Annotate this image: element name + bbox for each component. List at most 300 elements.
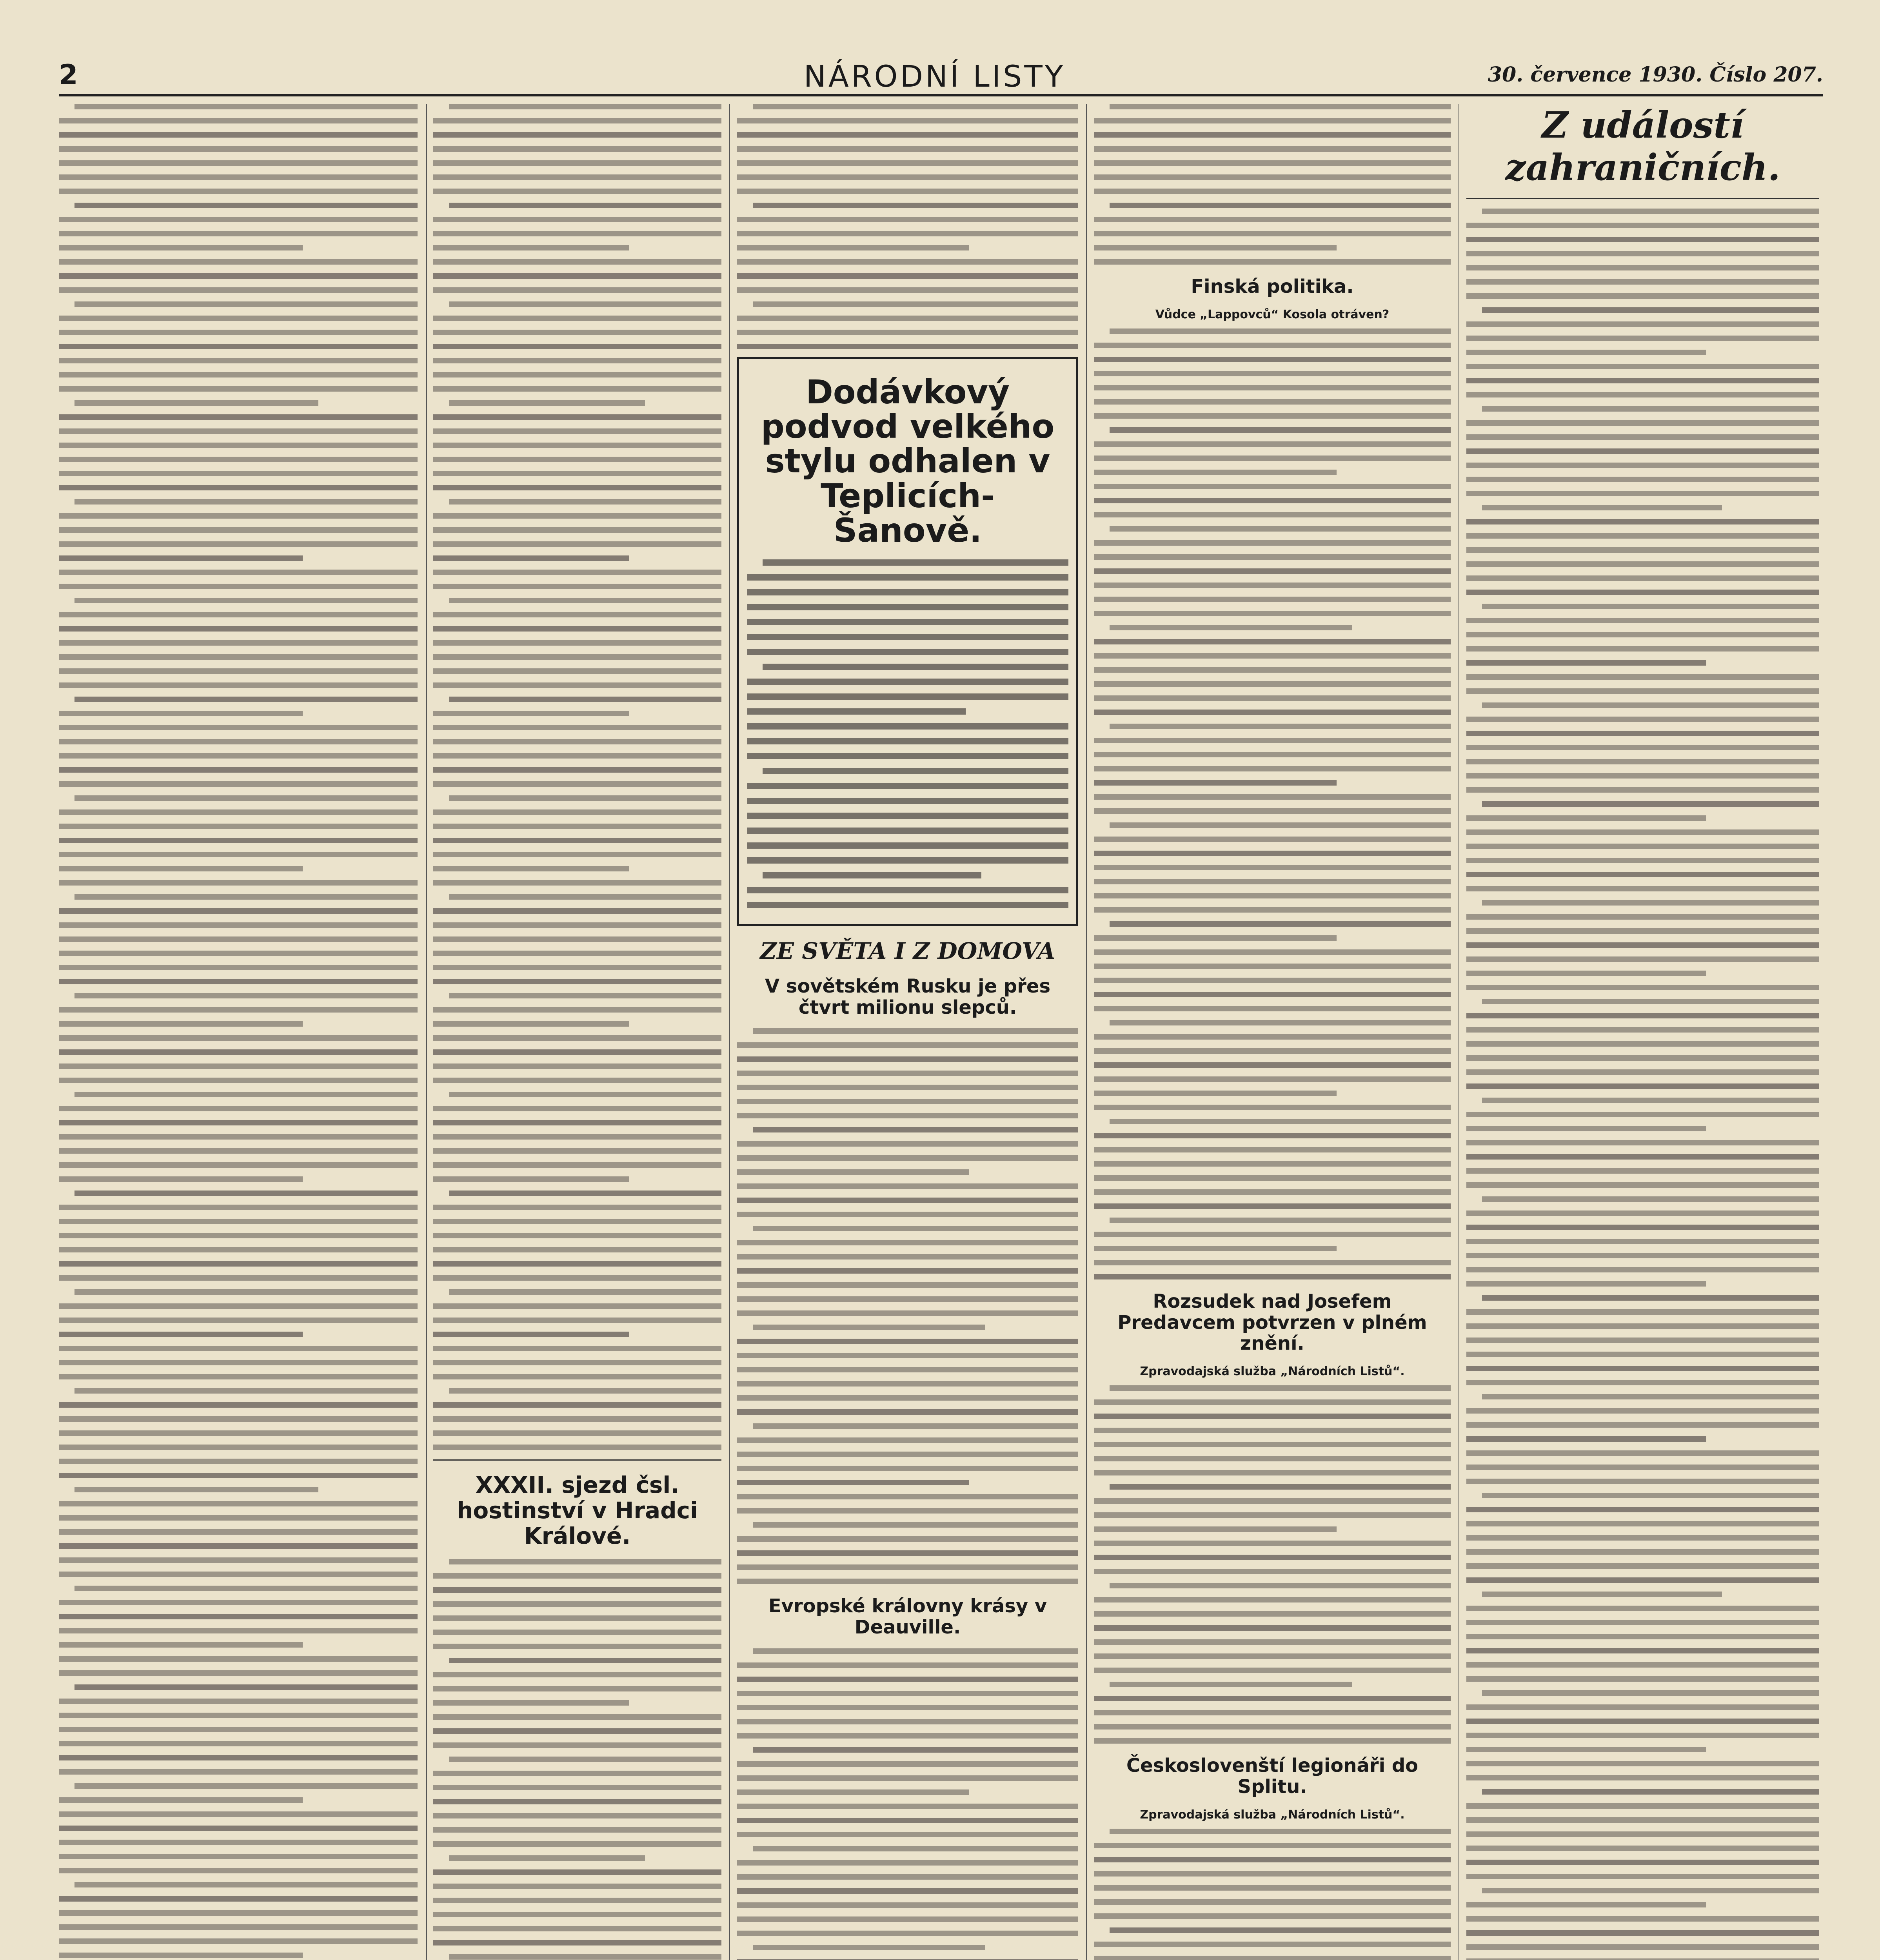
- text-line: [59, 668, 418, 674]
- text-line: [737, 1169, 969, 1175]
- text-line: [1466, 1253, 1819, 1258]
- text-line: [1466, 1747, 1706, 1752]
- text-line: [747, 619, 1068, 625]
- text-line: [433, 1021, 629, 1027]
- text-line: [1094, 978, 1451, 983]
- text-line: [737, 1409, 1078, 1415]
- text-line: [1094, 498, 1451, 503]
- article-body: [433, 104, 721, 1450]
- text-line: [74, 1092, 418, 1097]
- text-line: [433, 1120, 721, 1125]
- text-line: [747, 887, 1068, 893]
- text-line: [1482, 1789, 1819, 1795]
- text-line: [1094, 1399, 1451, 1405]
- text-line: [433, 1445, 721, 1450]
- text-line: [747, 813, 1068, 819]
- text-line: [59, 951, 418, 956]
- text-line: [1466, 1112, 1819, 1117]
- text-line: [1482, 209, 1819, 214]
- text-line: [59, 513, 418, 519]
- text-line: [737, 1353, 1078, 1358]
- text-line: [753, 1648, 1078, 1654]
- text-line: [1466, 1606, 1819, 1611]
- text-line: [1094, 174, 1451, 180]
- text-line: [433, 118, 721, 123]
- text-line: [59, 217, 418, 222]
- text-line: [1466, 886, 1819, 891]
- text-line: [59, 767, 418, 773]
- text-line: [1094, 1710, 1451, 1715]
- text-line: [59, 753, 418, 759]
- article-body: [737, 1028, 1078, 1584]
- text-line: [1094, 1232, 1451, 1237]
- text-line: [1094, 583, 1451, 588]
- text-line: [433, 1162, 721, 1168]
- text-line: [1466, 1126, 1706, 1131]
- text-line: [449, 301, 721, 307]
- text-line: [449, 1658, 721, 1663]
- text-line: [1466, 1041, 1819, 1047]
- text-line: [1482, 702, 1819, 708]
- text-line: [1094, 160, 1451, 166]
- text-line: [737, 1155, 1078, 1161]
- text-line: [59, 965, 418, 970]
- text-line: [737, 1296, 1078, 1302]
- text-line: [1466, 1817, 1819, 1823]
- text-line: [1094, 1569, 1451, 1574]
- text-line: [737, 1367, 1078, 1372]
- text-line: [747, 604, 1068, 610]
- text-line: [753, 1028, 1078, 1034]
- column-1: [59, 104, 418, 1960]
- text-line: [1466, 745, 1819, 750]
- text-line: [737, 132, 1078, 138]
- text-line: [59, 1953, 303, 1958]
- text-line: [59, 824, 418, 829]
- text-line: [433, 1318, 721, 1323]
- column-divider: [1086, 104, 1087, 1960]
- text-line: [753, 1226, 1078, 1231]
- text-line: [433, 1078, 721, 1083]
- text-line: [1482, 801, 1819, 807]
- text-line: [1094, 1611, 1451, 1617]
- text-line: [737, 1888, 1078, 1894]
- text-line: [737, 1761, 1078, 1767]
- text-line: [1466, 1803, 1819, 1809]
- text-line: [59, 781, 418, 787]
- text-line: [433, 1007, 721, 1013]
- text-line: [1094, 385, 1451, 390]
- text-line: [747, 649, 1068, 655]
- text-line: [433, 1360, 721, 1365]
- text-line: [59, 174, 418, 180]
- text-line: [433, 1148, 721, 1154]
- paper-title: NÁRODNÍ LISTY: [804, 59, 1066, 94]
- text-line: [59, 711, 303, 716]
- text-line: [1466, 1380, 1819, 1385]
- text-line: [753, 1423, 1078, 1429]
- text-line: [433, 809, 721, 815]
- text-line: [433, 1332, 629, 1337]
- text-line: [433, 1700, 629, 1706]
- text-line: [449, 795, 721, 801]
- text-line: [74, 1289, 418, 1295]
- text-line: [74, 795, 418, 801]
- masthead: [59, 59, 1823, 94]
- text-line: [1466, 1634, 1819, 1639]
- text-line: [737, 330, 1078, 335]
- text-line: [59, 626, 418, 632]
- text-line: [753, 301, 1078, 307]
- text-line: [433, 1799, 721, 1804]
- text-line: [1466, 533, 1819, 539]
- text-line: [1094, 1843, 1451, 1848]
- text-line: [433, 965, 721, 970]
- text-line: [59, 1275, 418, 1281]
- text-line: [1110, 328, 1451, 334]
- text-line: [1466, 561, 1819, 567]
- text-line: [737, 160, 1078, 166]
- text-line: [59, 1826, 418, 1831]
- text-line: [1094, 441, 1451, 447]
- text-line: [1094, 1034, 1451, 1040]
- text-line: [747, 738, 1068, 744]
- text-line: [737, 1452, 1078, 1457]
- text-line: [433, 1346, 721, 1351]
- text-line: [1466, 1281, 1706, 1287]
- text-line: [1094, 653, 1451, 659]
- text-line: [433, 1247, 721, 1252]
- text-line: [433, 1106, 721, 1111]
- text-line: [433, 1827, 721, 1833]
- article-headline: V sovětském Rusku je přes čtvrt milionu slepců.: [765, 975, 1051, 1018]
- text-line: [1466, 1958, 1819, 1960]
- text-line: [1094, 1555, 1451, 1560]
- article-body: [1466, 209, 1819, 1960]
- text-line: [433, 1587, 721, 1593]
- text-line: [1482, 900, 1819, 906]
- text-line: [1466, 787, 1819, 793]
- text-line: [1466, 1902, 1706, 1907]
- text-line: [74, 697, 418, 702]
- text-line: [59, 866, 303, 871]
- text-line: [59, 287, 418, 293]
- text-line: [433, 640, 721, 646]
- text-line: [737, 118, 1078, 123]
- text-line: [1466, 872, 1819, 877]
- text-line: [1094, 1738, 1451, 1744]
- column-divider: [729, 104, 730, 1960]
- text-line: [1466, 1422, 1819, 1428]
- article-subhead: Zpravodajská služba „Národních Listů“.: [1140, 1808, 1405, 1822]
- text-line: [1466, 844, 1819, 849]
- section-title: ZE SVĚTA I Z DOMOVA: [760, 937, 1055, 964]
- page-number: 2: [59, 59, 78, 91]
- text-line: [59, 443, 418, 448]
- text-line: [433, 1205, 721, 1210]
- text-line: [1094, 667, 1451, 673]
- text-line: [74, 1487, 318, 1492]
- text-line: [1482, 1592, 1722, 1597]
- text-line: [1094, 639, 1451, 644]
- text-line: [74, 400, 318, 406]
- text-line: [59, 936, 418, 942]
- article-subhead: Zpravodajská služba „Národních Listů“.: [1140, 1365, 1405, 1378]
- text-line: [449, 697, 721, 702]
- text-line: [1482, 1196, 1819, 1202]
- text-line: [1466, 1154, 1819, 1160]
- text-line: [747, 828, 1068, 834]
- text-line: [1094, 1696, 1451, 1701]
- text-line: [1110, 1682, 1352, 1687]
- text-line: [433, 1601, 721, 1607]
- text-line: [449, 104, 721, 109]
- text-line: [737, 1662, 1078, 1668]
- text-line: [747, 679, 1068, 685]
- article-body: [737, 104, 1078, 349]
- text-line: [433, 1303, 721, 1309]
- text-line: [59, 725, 418, 730]
- text-line: [1094, 949, 1451, 955]
- text-line: [1110, 427, 1451, 433]
- text-line: [449, 1559, 721, 1564]
- text-line: [449, 1757, 721, 1762]
- text-line: [1110, 1484, 1451, 1490]
- text-line: [433, 386, 721, 392]
- text-line: [1094, 780, 1337, 786]
- text-line: [74, 301, 418, 307]
- text-line: [433, 1884, 721, 1889]
- text-line: [1466, 1846, 1819, 1851]
- text-line: [59, 1374, 418, 1379]
- text-line: [1466, 1507, 1819, 1512]
- text-line: [59, 908, 418, 914]
- header-rule: [59, 94, 1823, 96]
- text-line: [737, 1789, 969, 1795]
- text-line: [1466, 1027, 1819, 1033]
- text-line: [747, 589, 1068, 595]
- text-line: [433, 711, 629, 716]
- text-line: [74, 598, 418, 603]
- text-line: [1466, 1436, 1706, 1442]
- text-line: [737, 1240, 1078, 1245]
- text-line: [59, 1078, 418, 1083]
- text-line: [59, 1261, 418, 1267]
- text-line: [433, 626, 721, 632]
- text-line: [433, 1402, 721, 1408]
- text-line: [1094, 1189, 1451, 1195]
- text-line: [433, 217, 721, 222]
- text-line: [1466, 1577, 1819, 1583]
- text-line: [433, 1219, 721, 1224]
- text-line: [1466, 575, 1819, 581]
- article-body: [1094, 1385, 1451, 1744]
- text-line: [1110, 921, 1451, 927]
- text-line: [59, 1035, 418, 1041]
- text-line: [1094, 554, 1451, 560]
- text-line: [1094, 837, 1451, 842]
- text-line: [74, 1191, 418, 1196]
- text-line: [737, 146, 1078, 152]
- text-line: [59, 231, 418, 236]
- text-line: [1094, 1062, 1451, 1068]
- text-line: [59, 570, 418, 575]
- text-line: [763, 768, 1068, 774]
- text-line: [1482, 406, 1819, 412]
- text-line: [433, 1644, 721, 1649]
- article-body: [59, 104, 418, 1960]
- text-line: [1466, 674, 1819, 680]
- text-line: [433, 838, 721, 843]
- text-line: [59, 1515, 418, 1521]
- text-line: [433, 287, 721, 293]
- text-line: [737, 1902, 1078, 1908]
- text-line: [1094, 259, 1451, 265]
- text-line: [74, 1684, 418, 1690]
- text-line: [1094, 456, 1451, 461]
- text-line: [1466, 1916, 1819, 1922]
- text-line: [433, 513, 721, 519]
- text-line: [59, 1205, 418, 1210]
- text-line: [59, 1303, 418, 1309]
- text-line: [737, 1085, 1078, 1090]
- text-line: [737, 1183, 1078, 1189]
- text-line: [737, 1212, 1078, 1217]
- text-line: [1110, 822, 1451, 828]
- text-line: [1466, 1366, 1819, 1371]
- text-line: [737, 1832, 1078, 1837]
- text-line: [449, 1855, 645, 1861]
- text-line: [737, 1466, 1078, 1471]
- box-body: [747, 559, 1068, 908]
- text-line: [753, 203, 1078, 208]
- text-line: [433, 1630, 721, 1635]
- text-line: [59, 1473, 418, 1478]
- text-line: [1466, 223, 1819, 228]
- text-line: [1466, 434, 1819, 440]
- text-line: [433, 1615, 721, 1621]
- text-line: [1094, 1625, 1451, 1631]
- text-line: [59, 1699, 418, 1704]
- text-line: [59, 1233, 418, 1238]
- text-line: [737, 344, 1078, 349]
- text-line: [1466, 1662, 1819, 1668]
- text-line: [433, 259, 721, 265]
- text-line: [74, 499, 418, 505]
- text-line: [433, 753, 721, 759]
- text-line: [1466, 1521, 1819, 1526]
- text-line: [433, 1841, 721, 1847]
- text-line: [1094, 597, 1451, 602]
- text-line: [1466, 928, 1819, 934]
- text-line: [1466, 1140, 1819, 1145]
- text-line: [1094, 470, 1337, 475]
- article-subhead: Vůdce „Lappovců“ Kosola otráven?: [1155, 307, 1390, 321]
- text-line: [1466, 1563, 1819, 1569]
- text-line: [1094, 1414, 1451, 1419]
- text-line: [747, 798, 1068, 804]
- text-line: [1466, 1267, 1819, 1272]
- text-line: [1094, 1857, 1451, 1862]
- text-line: [433, 1728, 721, 1734]
- text-line: [1466, 985, 1819, 990]
- text-line: [737, 1381, 1078, 1387]
- text-line: [59, 160, 418, 166]
- text-line: [1094, 1639, 1451, 1645]
- text-line: [1094, 851, 1451, 856]
- text-line: [433, 1771, 721, 1776]
- text-line: [59, 485, 418, 490]
- text-line: [59, 1332, 303, 1337]
- text-line: [433, 584, 721, 589]
- text-line: [74, 1783, 418, 1789]
- text-line: [1466, 914, 1819, 920]
- text-line: [1482, 505, 1722, 510]
- text-line: [1094, 1260, 1451, 1265]
- text-line: [59, 1049, 418, 1055]
- text-line: [433, 880, 721, 886]
- text-line: [433, 1940, 721, 1945]
- text-line: [747, 634, 1068, 640]
- text-line: [1094, 357, 1451, 362]
- text-line: [59, 1063, 418, 1069]
- text-line: [433, 245, 629, 250]
- text-line: [433, 866, 629, 871]
- text-line: [747, 708, 966, 715]
- text-line: [1482, 1295, 1819, 1301]
- text-line: [59, 1572, 418, 1577]
- text-line: [433, 1275, 721, 1281]
- text-line: [433, 443, 721, 448]
- text-line: [59, 1318, 418, 1323]
- text-line: [1094, 935, 1337, 941]
- text-line: [1466, 1408, 1819, 1414]
- text-line: [1466, 590, 1819, 595]
- text-line: [59, 1430, 418, 1436]
- text-line: [737, 245, 969, 250]
- text-line: [433, 1063, 721, 1069]
- text-line: [59, 414, 418, 420]
- text-line: [1466, 1648, 1819, 1653]
- text-line: [59, 1642, 303, 1648]
- text-line: [433, 1714, 721, 1720]
- text-line: [433, 1573, 721, 1579]
- text-line: [1094, 568, 1451, 574]
- text-line: [753, 1846, 1078, 1851]
- text-line: [737, 1550, 1078, 1556]
- text-line: [74, 1388, 418, 1394]
- text-line: [433, 612, 721, 617]
- text-line: [59, 1445, 418, 1450]
- text-line: [59, 682, 418, 688]
- text-line: [737, 1916, 1078, 1922]
- text-line: [737, 1437, 1078, 1443]
- text-line: [1466, 1055, 1819, 1061]
- text-line: [1110, 526, 1451, 532]
- text-line: [1094, 1668, 1451, 1673]
- text-line: [59, 330, 418, 335]
- text-line: [747, 902, 1068, 908]
- text-line: [1466, 971, 1706, 976]
- text-line: [1466, 1465, 1819, 1470]
- text-line: [1466, 1338, 1819, 1343]
- text-line: [433, 739, 721, 744]
- text-line: [737, 1480, 969, 1485]
- text-line: [433, 1686, 721, 1691]
- text-line: [433, 1430, 721, 1436]
- text-line: [1466, 448, 1819, 454]
- text-line: [59, 1910, 418, 1916]
